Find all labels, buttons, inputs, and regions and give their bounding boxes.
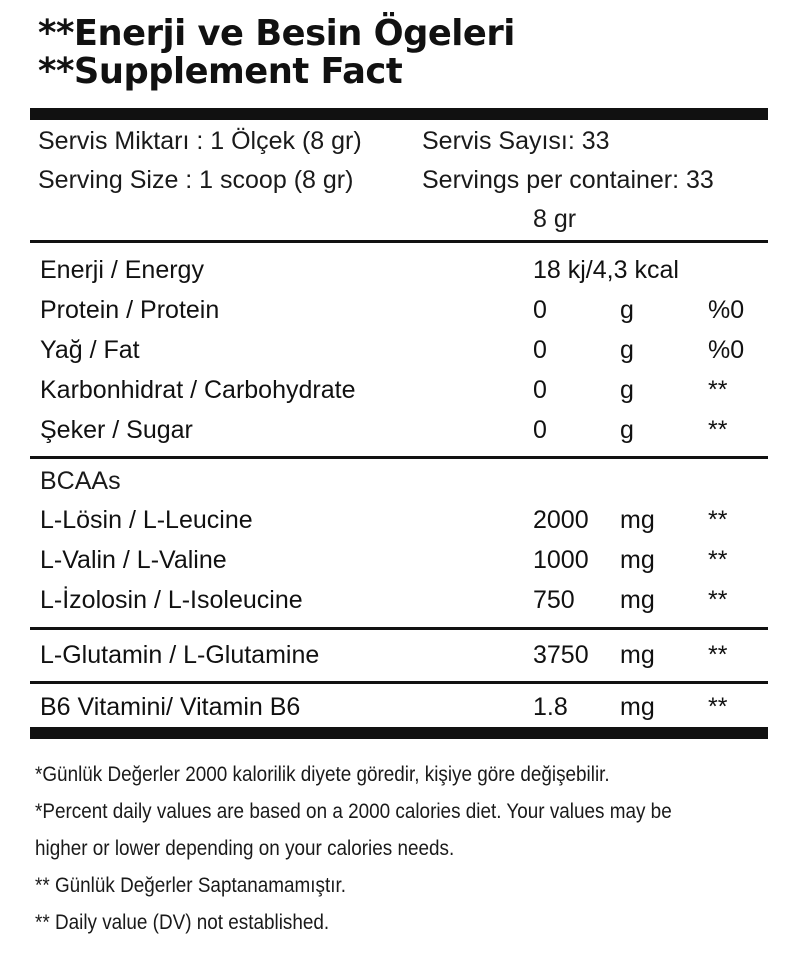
nutrient-label: Protein / Protein [40,296,220,324]
serving-amount: 8 gr [533,205,577,233]
nutrient-value: 0 [533,296,547,324]
vitamin-dv: ** [708,693,728,721]
nutrient-label: Enerji / Energy [40,256,204,284]
title-english: **Supplement Fact [38,51,403,92]
footnote-en-line1: *Percent daily values are based on a 2000 calories diet. Your values may be [35,800,672,823]
glutamine-dv: ** [708,641,728,669]
nutrient-value: 0 [533,376,547,404]
bcaa-value: 2000 [533,506,589,534]
nutrient-dv: %0 [708,296,745,324]
glutamine-unit: mg [620,641,655,669]
top-divider [30,108,768,120]
nutrient-value: 0 [533,336,547,364]
divider-nutrients [30,456,768,459]
serving-size-en: Serving Size : 1 scoop (8 gr) [38,166,354,194]
nutrient-row-sugar [0,410,793,450]
serving-size-tr: Servis Miktarı : 1 Ölçek (8 gr) [38,127,362,155]
divider-glutamine [30,681,768,684]
bcaa-unit: mg [620,546,655,574]
bcaa-heading: BCAAs [40,467,121,495]
bcaa-row-leucine [0,500,793,540]
nutrient-unit: g [620,376,634,404]
footnote-dv-en: ** Daily value (DV) not established. [35,911,330,934]
bcaa-label: L-Lösin / L-Leucine [40,506,253,534]
nutrient-row-energy [0,250,793,290]
vitamin-label: B6 Vitamini/ Vitamin B6 [40,693,301,721]
bcaa-value: 1000 [533,546,589,574]
nutrient-row-carbohydrate [0,370,793,410]
vitamin-row [0,687,793,727]
bcaa-unit: mg [620,506,655,534]
glutamine-value: 3750 [533,641,589,669]
bcaa-value: 750 [533,586,575,614]
bcaa-dv: ** [708,586,728,614]
bcaa-label: L-İzolosin / L-Isoleucine [40,586,303,614]
bcaa-label: L-Valin / L-Valine [40,546,227,574]
nutrient-dv: %0 [708,336,745,364]
nutrient-row-fat [0,330,793,370]
divider-bcaa [30,627,768,630]
nutrient-label: Karbonhidrat / Carbohydrate [40,376,356,404]
nutrient-label: Yağ / Fat [40,336,140,364]
nutrient-dv: ** [708,416,728,444]
vitamin-value: 1.8 [533,693,568,721]
bottom-divider [30,727,768,739]
nutrient-unit: g [620,296,634,324]
nutrient-dv: ** [708,376,728,404]
nutrient-label: Şeker / Sugar [40,416,193,444]
servings-count-en: Servings per container: 33 [422,166,714,194]
glutamine-label: L-Glutamin / L-Glutamine [40,641,320,669]
bcaa-dv: ** [708,546,728,574]
servings-count-tr: Servis Sayısı: 33 [422,127,610,155]
nutrient-value: 0 [533,416,547,444]
title-turkish: **Enerji ve Besin Ögeleri [38,13,515,54]
footnote-en-line2: higher or lower depending on your calories needs. [35,837,455,860]
footnote-tr: *Günlük Değerler 2000 kalorilik diyete göredir, kişiye göre değişebilir. [35,763,610,786]
nutrient-unit: g [620,416,634,444]
divider-serving [30,240,768,243]
nutrient-value: 18 kj/4,3 kcal [533,256,679,284]
footnote-dv-tr: ** Günlük Değerler Saptanamamıştır. [35,874,346,897]
bcaa-dv: ** [708,506,728,534]
nutrient-unit: g [620,336,634,364]
vitamin-unit: mg [620,693,655,721]
bcaa-row-valine [0,540,793,580]
bcaa-unit: mg [620,586,655,614]
nutrient-row-protein [0,290,793,330]
glutamine-row [0,635,793,675]
bcaa-row-isoleucine [0,580,793,620]
